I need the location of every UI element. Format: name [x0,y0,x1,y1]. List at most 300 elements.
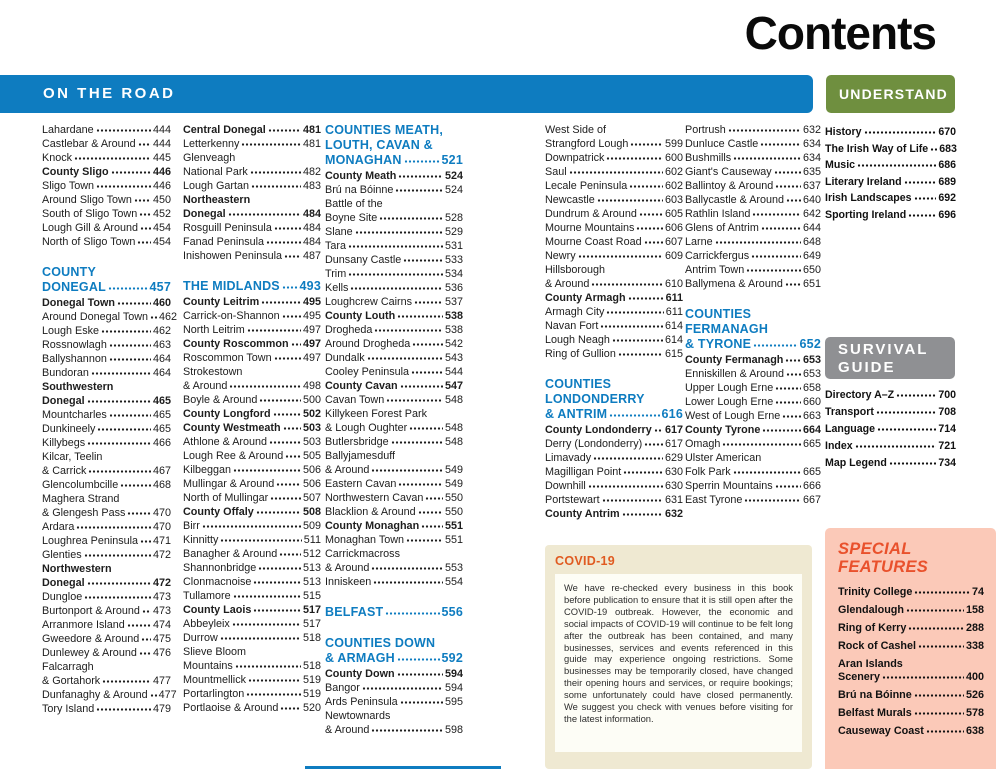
leader-dots [253,604,301,613]
toc-entry-lastline [183,137,321,151]
page-number: 617 [664,424,683,436]
toc-entry-label: Rossnowlagh [42,339,107,351]
toc-entry [42,646,171,660]
toc-entry [183,221,321,235]
leader-dots [785,354,801,363]
leader-dots [600,320,663,329]
covid-notice-box [545,545,812,769]
page-number: 650 [802,264,821,276]
page-number: 512 [302,548,321,560]
page-number: 531 [444,240,463,252]
toc-entry-lastline [545,165,683,179]
toc-entry-label: Ring of Gullion [545,348,616,360]
toc-entry [325,435,463,449]
toc-entry-label: & ARMAGH [325,651,395,665]
toc-entry-label: Omagh [685,438,721,450]
leader-dots [926,725,964,734]
toc-entry [325,477,463,491]
page-number: 602 [664,166,683,178]
page-number: 495 [302,296,321,308]
page-number: 477 [158,689,177,701]
leader-dots [350,282,443,291]
toc-entry-line: COUNTY [42,265,96,279]
toc-entry [42,408,171,422]
toc-chapter-heading [42,265,171,295]
toc-entry-lastline [183,407,321,421]
toc-column-3 [325,123,463,737]
toc-entry [685,423,821,437]
toc-entry-label: Bangor [325,682,360,694]
toc-entry [545,507,683,521]
toc-entry-line: Carrickmacross [325,548,400,560]
page-number: 497 [302,338,321,350]
toc-entry-lastline [183,589,321,603]
toc-entry-lastline [685,193,821,207]
page-number: 464 [152,367,171,379]
toc-entry-lastline [545,249,683,263]
leader-dots [355,226,443,235]
toc-entry-label: Athlone & Around [183,436,268,448]
toc-entry-line: Strokestown [183,366,243,378]
toc-entry [183,295,321,309]
leader-dots [88,465,151,474]
toc-entry [325,225,463,239]
toc-entry-label: Eastern Cavan [325,478,397,490]
toc-entry-lastline [42,235,171,249]
toc-entry-lastline [685,263,821,277]
page-number: 598 [444,724,463,736]
page-number: 708 [938,406,956,418]
page-number: 630 [664,480,683,492]
toc-entry-line: Killykeen Forest Park [325,408,428,420]
toc-entry-lastline [838,622,984,635]
leader-dots [371,724,443,733]
page-number: 649 [802,250,821,262]
page-number: 714 [938,423,956,435]
toc-entry-label: Causeway Coast [838,725,924,737]
toc-entry-lastline [325,211,463,225]
page-number: 644 [802,222,821,234]
toc-entry-label: Around Donegal Town [42,311,149,323]
page-number: 507 [302,492,321,504]
leader-dots [775,180,801,189]
toc-entry [545,465,683,479]
leader-dots [391,436,443,445]
page-number: 635 [802,166,821,178]
toc-chapter-heading [685,307,821,352]
leader-dots [395,184,443,193]
toc-entry-lastline [42,151,171,165]
toc-entry [825,159,956,172]
page-number: 548 [444,422,463,434]
toc-entry-label: Portarlington [183,688,245,700]
page-number: 642 [802,208,821,220]
leader-dots [362,682,443,691]
toc-entry-label: Boyne Site [325,212,378,224]
toc-entry-label: Glens of Antrim [685,222,759,234]
toc-entry-lastline [545,277,683,291]
toc-entry [325,393,463,407]
toc-entry [838,622,984,635]
leader-dots [602,494,663,503]
leader-dots [96,180,151,189]
leader-dots [914,192,937,201]
toc-entry-label: North of Mullingar [183,492,269,504]
toc-entry-label: Dunlewey & Around [42,647,137,659]
toc-entry-label: The Irish Way of Life [825,142,929,155]
toc-entry-lastline [42,221,171,235]
toc-entry [183,351,321,365]
leader-dots [412,338,443,347]
page-number: 638 [965,725,984,737]
leader-dots [102,675,151,684]
toc-entry-lastline [545,179,683,193]
toc-entry-lastline [685,123,821,137]
toc-entry-lastline [325,667,463,681]
page-number: 610 [664,278,683,290]
leader-dots [108,282,148,291]
page-number: 611 [665,306,683,318]
toc-entry-label: County Cavan [325,380,398,392]
toc-entry-lastline [183,179,321,193]
toc-entry-label: MONAGHAN [325,153,402,167]
toc-entry-label: & Around [183,380,228,392]
page-number: 493 [299,279,321,293]
toc-entry [685,353,821,367]
toc-entry [545,319,683,333]
toc-entry-label: Clonmacnoise [183,576,252,588]
toc-entry [42,590,171,604]
toc-entry-label: Abbeyleix [183,618,230,630]
toc-entry-lastline [183,393,321,407]
toc-entry [325,491,463,505]
leader-dots [597,194,663,203]
toc-entry [838,707,984,720]
toc-entry-lastline [42,394,171,408]
toc-entry-lastline [183,165,321,179]
toc-entry [325,253,463,267]
page-number: 683 [939,142,957,155]
toc-entry-lastline [183,207,321,221]
toc-entry-lastline [825,457,956,470]
toc-entry [325,295,463,309]
page-number: 473 [152,605,171,617]
toc-entry [183,519,321,533]
page-number: 734 [938,457,956,469]
leader-dots [97,423,151,432]
page-number: 692 [938,192,956,204]
toc-entry-lastline [825,440,956,453]
on-the-road-banner: ON THE ROAD [0,75,813,113]
page-number: 462 [159,311,178,323]
toc-entry-label: Trinity College [838,586,913,598]
toc-entry-lastline [325,351,463,365]
toc-entry [685,263,821,277]
toc-entry-label: Donegal [183,208,226,220]
toc-entry-label: Music [825,159,856,171]
leader-dots [904,176,937,185]
toc-entry-label: Lahardane [42,124,94,136]
toc-entry-label: National Park [183,166,248,178]
toc-entry [42,137,171,151]
toc-entry [325,681,463,695]
page-number: 640 [802,194,821,206]
toc-entry [42,534,171,548]
leader-dots [111,166,151,175]
leader-dots [282,310,301,319]
toc-entry-label: Boyle & Around [183,394,258,406]
leader-dots [644,438,663,447]
toc-entry-lastline [183,673,321,687]
page-number: 632 [802,124,821,136]
toc-entry-lastline [325,695,463,709]
toc-entry [685,123,821,137]
page-number: 606 [664,222,683,234]
toc-entry-lastline [685,249,821,263]
page-number: 446 [152,166,171,178]
page-number: 614 [664,320,683,332]
toc-entry-label: Irish Landscapes [825,192,912,204]
toc-entry-line: West Side of [545,124,607,136]
toc-entry-lastline [545,333,683,347]
page-number: 528 [444,212,463,224]
toc-entry [685,451,821,479]
leader-dots [247,324,301,333]
page-number: 452 [152,208,171,220]
toc-entry [825,440,956,453]
leader-dots [786,368,801,377]
page-number: 629 [664,452,683,464]
toc-entry-label: Glenties [42,549,82,561]
toc-entry-label: Killybegs [42,437,86,449]
toc-entry-lastline [545,493,683,507]
toc-entry [825,389,956,402]
page-number: 517 [302,618,321,630]
leader-dots [630,138,663,147]
page-number: 632 [664,508,683,520]
toc-entry [183,505,321,519]
toc-entry [825,423,956,436]
understand-list [825,126,956,225]
leader-dots [268,124,301,133]
covid-notice-body: We have re-checked every business in this book before publication to ensure that it is still open after the COVID-19 outbreak. However, the economic and social impacts of COVID-19 will continue to be felt long after the outbreak has been contained, and many businesses, services and events referenced in this guide may experience ongoing restrictions. Some businesses may be temporarily closed, have changed their opening hours and services, or require bookings; some unfortunately could have closed permanently. We suggest you check with venues before visiting for the latest information. [555,574,802,752]
survival-banner-line1: SURVIVAL [838,341,929,358]
toc-entry-lastline [42,674,171,688]
leader-dots [889,457,937,466]
toc-entry [325,575,463,589]
toc-entry-line: Slieve Bloom [183,646,247,658]
page-number: 600 [664,152,683,164]
leader-dots [91,367,151,376]
toc-entry-lastline [183,505,321,519]
leader-dots [406,534,443,543]
page-number: 506 [302,478,321,490]
toc-entry-label: Dunfanaghy & Around [42,689,148,701]
toc-entry [42,702,171,716]
page-number: 515 [302,590,321,602]
leader-dots [762,424,801,433]
page-number: 513 [302,576,321,588]
toc-entry [325,267,463,281]
toc-entry [42,352,171,366]
page-number: 457 [149,280,171,294]
toc-entry [42,632,171,646]
toc-entry [325,519,463,533]
toc-entry-lastline [183,279,321,294]
page-number: 548 [444,436,463,448]
leader-dots [87,577,151,586]
toc-entry [685,493,821,507]
toc-entry [545,179,683,193]
toc-entry [42,235,171,249]
toc-entry-label: Downhill [545,480,586,492]
page-number: 518 [302,632,321,644]
toc-entry-label: Folk Park [685,466,731,478]
toc-entry-label: Tory Island [42,703,95,715]
toc-entry [325,183,463,197]
page-number: 511 [303,534,321,546]
page-number: 663 [802,410,821,422]
leader-dots [618,348,663,357]
page-number: 508 [302,506,321,518]
leader-dots [109,353,151,362]
toc-entry-lastline [838,671,984,684]
special-features-list [838,586,984,738]
toc-entry-label: & Around [545,278,590,290]
special-features-title-line1: SPECIAL [838,540,912,558]
leader-dots [138,138,151,147]
toc-entry [825,192,956,205]
toc-entry-lastline [183,617,321,631]
toc-entry-lastline [545,137,683,151]
toc-entry-lastline [183,687,321,701]
toc-entry-lastline [42,534,171,548]
page-number: 446 [152,180,171,192]
leader-dots [855,440,937,449]
toc-entry-lastline [325,309,463,323]
leader-dots [202,520,301,529]
toc-entry [325,351,463,365]
toc-entry-label: DONEGAL [42,280,106,294]
toc-entry-label: County Londonderry [545,424,652,436]
page-number: 554 [444,576,463,588]
toc-entry-label: Brú na Bóinne [325,184,394,196]
toc-entry-lastline [183,351,321,365]
leader-dots [229,380,301,389]
toc-entry-lastline [325,651,463,666]
page-number: 465 [152,395,171,407]
page-number: 524 [444,184,463,196]
toc-entry [545,305,683,319]
page-number: 652 [799,337,821,351]
toc-entry [42,165,171,179]
leader-dots [371,464,443,473]
toc-entry-label: Antrim Town [685,264,745,276]
toc-entry-label: Derry (Londonderry) [545,438,643,450]
leader-dots [96,703,151,712]
leader-dots [101,325,151,334]
leader-dots [908,622,964,631]
leader-dots [76,521,151,530]
toc-entry [42,310,178,324]
page-number: 696 [938,208,956,221]
toc-entry-lastline [325,505,463,519]
toc-entry [42,492,171,520]
leader-dots [282,281,298,290]
toc-entry-label: Donegal [42,577,85,589]
page-number: 444 [152,138,171,150]
toc-entry [183,421,321,435]
toc-entry-label: Brú na Bóinne [838,689,912,701]
leader-dots [84,591,151,600]
toc-entry-label: County Westmeath [183,422,281,434]
leader-dots [266,236,301,245]
toc-entry [183,365,321,393]
toc-entry-label: Portstewart [545,494,600,506]
leader-dots [291,338,301,347]
toc-entry [325,239,463,253]
toc-entry-lastline [42,324,171,338]
toc-entry-lastline [183,421,321,435]
leader-dots [785,278,801,287]
leader-dots [400,380,443,389]
leader-dots [139,647,151,656]
toc-entry-label: Castlebar & Around [42,138,136,150]
leader-dots [715,236,801,245]
page-number: 471 [152,535,171,547]
toc-entry-lastline [42,520,171,534]
toc-entry-label: Saul [545,166,567,178]
toc-entry-label: Mountcharles [42,409,107,421]
leader-dots [623,466,663,475]
page-number: 476 [152,647,171,659]
toc-entry-label: Kells [325,282,349,294]
leader-dots [141,633,151,642]
leader-dots [220,534,301,543]
toc-entry-lastline [325,393,463,407]
toc-entry-lastline [685,221,821,235]
toc-entry [42,562,171,590]
leader-dots [241,138,301,147]
toc-entry-lastline [685,423,821,437]
toc-entry-lastline [325,183,463,197]
toc-entry-label: Rock of Cashel [838,640,916,652]
toc-entry-label: Knock [42,152,73,164]
page-number: 484 [302,222,321,234]
leader-dots [733,466,801,475]
page-number: 550 [444,506,463,518]
leader-dots [379,212,443,221]
toc-entry-label: Dunluce Castle [685,138,759,150]
toc-entry-label: Language [825,423,876,435]
toc-entry-lastline [42,165,171,179]
toc-entry-label: Upper Lough Erne [685,382,774,394]
toc-entry-label: Letterkenny [183,138,240,150]
toc-entry [838,604,984,617]
page-number: 689 [938,175,956,188]
toc-entry-label: Ballyshannon [42,353,107,365]
toc-entry [183,309,321,323]
toc-entry-lastline [838,640,984,653]
toc-entry [838,689,984,702]
page-number: 506 [302,464,321,476]
toc-entry-label: Banagher & Around [183,548,278,560]
leader-dots [400,696,443,705]
toc-entry [183,337,321,351]
toc-entry [42,207,171,221]
toc-entry-label: Sligo Town [42,180,95,192]
leader-dots [269,436,301,445]
